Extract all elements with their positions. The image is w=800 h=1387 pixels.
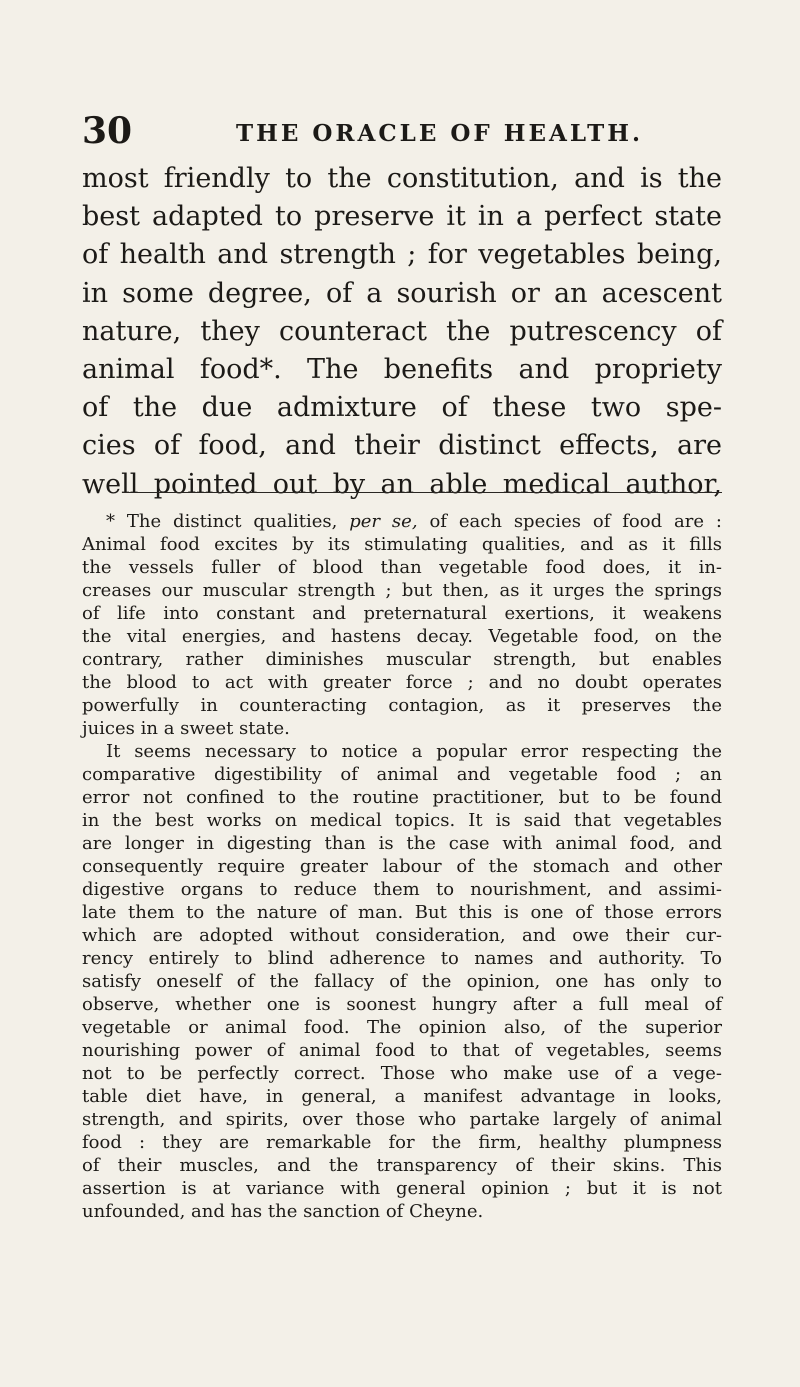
page-header (82, 110, 722, 154)
body-line: nature, they counteract the putrescency of (82, 315, 722, 347)
body-text (82, 160, 722, 504)
footnote-line: which are adopted without consideration, and owe their cur- (82, 925, 722, 946)
body-line: of the due admixture of these two spe- (82, 392, 722, 424)
footnote-line: satisfy oneself of the fallacy of the opinion, one has only to (82, 971, 722, 992)
footnote-line: not to be perfectly correct. Those who make use of a vege- (82, 1063, 722, 1084)
footnote-text-end: of each species of food are : (429, 511, 722, 532)
footnote-line: comparative digestibility of animal and vegetable food ; an (82, 764, 722, 785)
footnote-line: unfounded, and has the sanction of Cheyne. (82, 1201, 484, 1222)
footnote-line: the blood to act with greater force ; and no doubt operates (82, 672, 722, 693)
footnote-line: strength, and spirits, over those who partake largely of animal (82, 1109, 722, 1130)
body-line: of health and strength ; for vegetables being, (82, 239, 722, 271)
footnote-line: food : they are remarkable for the firm, healthy plumpness (82, 1132, 722, 1153)
footnote-line: are longer in digesting than is the case with animal food, and (82, 833, 722, 854)
footnote-text-start: The distinct qualities, (126, 511, 338, 532)
footnote-line-first (82, 510, 722, 533)
footnote-marker: * (106, 511, 115, 532)
footnote-line: digestive organs to reduce them to nourishment, and assimi- (82, 879, 722, 900)
footnote-divider (122, 492, 722, 493)
footnote-line: rency entirely to blind adherence to names and authority. To (82, 948, 722, 969)
footnote (82, 510, 722, 1223)
footnote-line: of life into constant and preternatural exertions, it weakens (82, 603, 722, 624)
footnote-line: juices in a sweet state. (82, 718, 290, 739)
body-line: most friendly to the constitution, and is the (82, 163, 722, 194)
body-line: cies of food, and their distinct effects, are (82, 430, 722, 462)
footnote-line: vegetable or animal food. The opinion also, of the superior (82, 1017, 722, 1038)
footnote-line: the vital energies, and hastens decay. Vegetable food, on the (82, 626, 722, 647)
footnote-line: assertion is at variance with general opinion ; but it is not (82, 1178, 722, 1199)
running-title: THE ORACLE OF HEALTH. (236, 120, 644, 147)
footnote-line: in the best works on medical topics. It is said that vegetables (82, 810, 722, 831)
footnote-italic-phrase: per se, (349, 511, 418, 532)
footnote-line: error not confined to the routine practitioner, but to be found (82, 787, 722, 808)
body-line: best adapted to preserve it in a perfect state (82, 201, 722, 233)
body-line: in some degree, of a sourish or an acescent (82, 277, 722, 309)
footnote-line: creases our muscular strength ; but then, as it urges the springs (82, 580, 722, 601)
footnote-line: It seems necessary to notice a popular error respecting the (106, 741, 722, 762)
footnote-line: table diet have, in general, a manifest advantage in looks, (82, 1086, 722, 1107)
footnote-line: contrary, rather diminishes muscular strength, but enables (82, 649, 722, 670)
page-number: 30 (82, 110, 133, 152)
footnote-line: late them to the nature of man. But this is one of those errors (82, 902, 722, 923)
body-line: animal food*. The benefits and propriety (82, 354, 722, 386)
footnote-line: Animal food excites by its stimulating qualities, and as it fills (82, 534, 722, 555)
footnote-line: of their muscles, and the transparency of their skins. This (82, 1155, 722, 1176)
footnote-line: powerfully in counteracting contagion, as it preserves the (82, 695, 722, 716)
footnote-line: the vessels fuller of blood than vegetable food does, it in- (82, 557, 722, 578)
footnote-line: nourishing power of animal food to that of vegetables, seems (82, 1040, 722, 1061)
footnote-line: consequently require greater labour of the stomach and other (82, 856, 722, 877)
footnote-line: observe, whether one is soonest hungry after a full meal of (82, 994, 722, 1015)
body-line: well pointed out by an able medical author, (82, 468, 722, 500)
